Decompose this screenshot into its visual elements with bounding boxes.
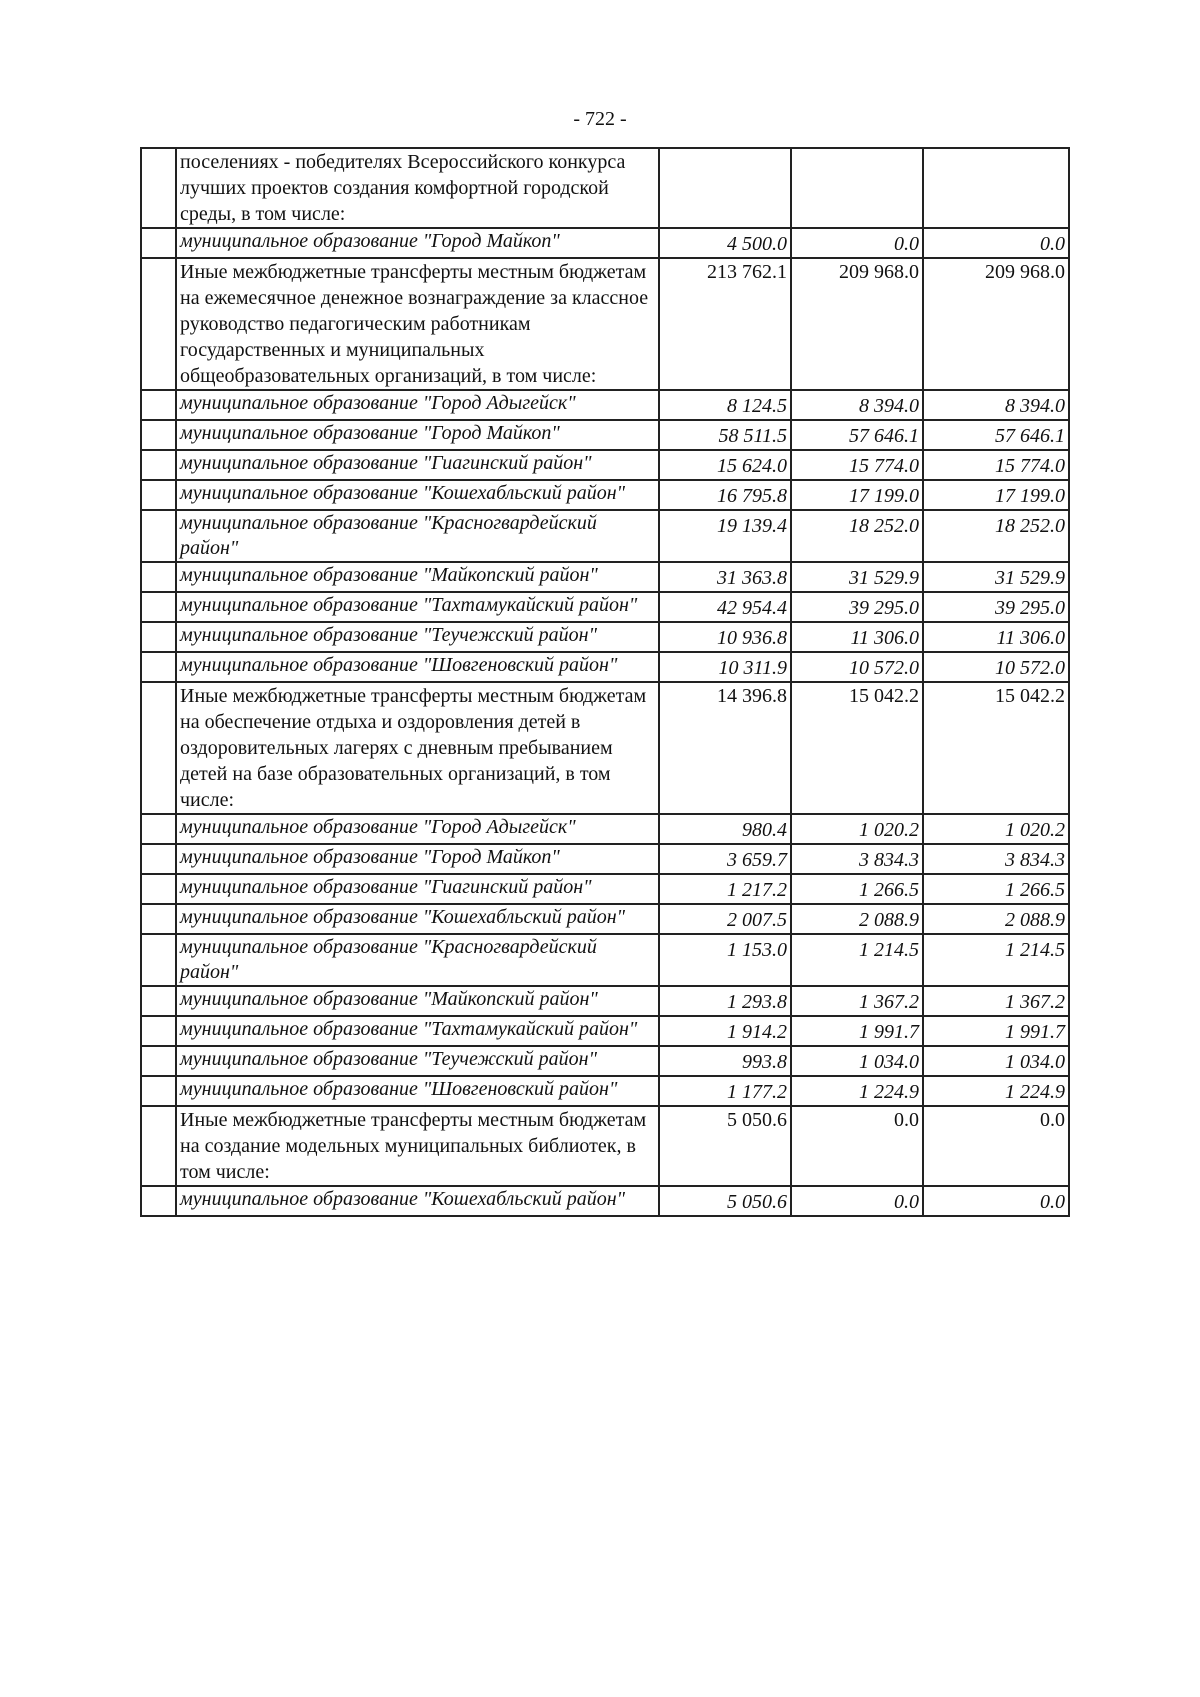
table-row bbox=[141, 562, 1069, 592]
row-number-cell bbox=[141, 450, 176, 480]
row-value-1: 993.8 bbox=[659, 1046, 791, 1076]
table-row bbox=[141, 148, 1069, 228]
row-value-2: 57 646.1 bbox=[791, 420, 923, 450]
row-value-2: 1 020.2 bbox=[791, 814, 923, 844]
row-description: Иные межбюджетные трансферты местным бюджетам на ежемесячное денежное вознаграждение за классное руководство педагогическим работникам государственных и муниципальных общеобразовательных организаций, в том числе: bbox=[176, 258, 659, 390]
row-description: поселениях - победителях Всероссийского конкурса лучших проектов создания комфортной городской среды, в том числе: bbox=[176, 148, 659, 228]
row-value-1: 2 007.5 bbox=[659, 904, 791, 934]
row-value-2: 15 774.0 bbox=[791, 450, 923, 480]
row-number-cell bbox=[141, 510, 176, 562]
table-row bbox=[141, 450, 1069, 480]
row-value-1 bbox=[659, 148, 791, 228]
row-value-1: 1 217.2 bbox=[659, 874, 791, 904]
row-value-2: 2 088.9 bbox=[791, 904, 923, 934]
row-value-3: 1 224.9 bbox=[923, 1076, 1069, 1106]
row-value-1: 15 624.0 bbox=[659, 450, 791, 480]
row-value-3: 10 572.0 bbox=[923, 652, 1069, 682]
row-value-2: 17 199.0 bbox=[791, 480, 923, 510]
table-body bbox=[141, 148, 1069, 1216]
row-value-2: 1 034.0 bbox=[791, 1046, 923, 1076]
row-value-2: 1 367.2 bbox=[791, 986, 923, 1016]
row-description: муниципальное образование "Город Майкоп" bbox=[176, 420, 659, 450]
row-value-1: 5 050.6 bbox=[659, 1186, 791, 1216]
row-number-cell bbox=[141, 148, 176, 228]
row-value-3: 2 088.9 bbox=[923, 904, 1069, 934]
row-value-3: 31 529.9 bbox=[923, 562, 1069, 592]
table-row bbox=[141, 480, 1069, 510]
row-description: муниципальное образование "Город Майкоп" bbox=[176, 228, 659, 258]
table-row bbox=[141, 874, 1069, 904]
row-number-cell bbox=[141, 934, 176, 986]
row-number-cell bbox=[141, 904, 176, 934]
row-number-cell bbox=[141, 1076, 176, 1106]
row-value-2: 0.0 bbox=[791, 1106, 923, 1186]
row-value-2: 1 266.5 bbox=[791, 874, 923, 904]
row-value-1: 10 311.9 bbox=[659, 652, 791, 682]
row-number-cell bbox=[141, 562, 176, 592]
row-value-2: 15 042.2 bbox=[791, 682, 923, 814]
table-row bbox=[141, 228, 1069, 258]
table-row bbox=[141, 814, 1069, 844]
row-value-3: 17 199.0 bbox=[923, 480, 1069, 510]
row-value-2: 31 529.9 bbox=[791, 562, 923, 592]
row-value-2: 8 394.0 bbox=[791, 390, 923, 420]
table-row bbox=[141, 934, 1069, 986]
row-value-1: 980.4 bbox=[659, 814, 791, 844]
row-number-cell bbox=[141, 622, 176, 652]
row-value-3: 0.0 bbox=[923, 1106, 1069, 1186]
table-row bbox=[141, 1186, 1069, 1216]
table-row bbox=[141, 622, 1069, 652]
row-value-1: 213 762.1 bbox=[659, 258, 791, 390]
row-value-2: 18 252.0 bbox=[791, 510, 923, 562]
row-number-cell bbox=[141, 1106, 176, 1186]
row-value-1: 1 177.2 bbox=[659, 1076, 791, 1106]
row-value-1: 42 954.4 bbox=[659, 592, 791, 622]
row-value-2: 1 991.7 bbox=[791, 1016, 923, 1046]
row-value-3: 0.0 bbox=[923, 228, 1069, 258]
row-description: муниципальное образование "Тахтамукайский район" bbox=[176, 592, 659, 622]
row-description: Иные межбюджетные трансферты местным бюджетам на создание модельных муниципальных библиотек, в том числе: bbox=[176, 1106, 659, 1186]
row-value-1: 5 050.6 bbox=[659, 1106, 791, 1186]
row-value-2: 209 968.0 bbox=[791, 258, 923, 390]
table-row bbox=[141, 1076, 1069, 1106]
row-value-1: 16 795.8 bbox=[659, 480, 791, 510]
table-row bbox=[141, 258, 1069, 390]
table-row bbox=[141, 844, 1069, 874]
table-row bbox=[141, 986, 1069, 1016]
row-value-1: 58 511.5 bbox=[659, 420, 791, 450]
row-description: Иные межбюджетные трансферты местным бюджетам на обеспечение отдыха и оздоровления детей в оздоровительных лагерях с дневным пребыванием детей на базе образовательных организаций, в том числе: bbox=[176, 682, 659, 814]
table-row bbox=[141, 682, 1069, 814]
row-value-3 bbox=[923, 148, 1069, 228]
row-value-2: 11 306.0 bbox=[791, 622, 923, 652]
row-value-1: 8 124.5 bbox=[659, 390, 791, 420]
table-row bbox=[141, 510, 1069, 562]
row-value-2: 39 295.0 bbox=[791, 592, 923, 622]
row-value-3: 39 295.0 bbox=[923, 592, 1069, 622]
row-description: муниципальное образование "Тахтамукайский район" bbox=[176, 1016, 659, 1046]
row-description: муниципальное образование "Город Майкоп" bbox=[176, 844, 659, 874]
row-value-3: 11 306.0 bbox=[923, 622, 1069, 652]
row-value-2: 10 572.0 bbox=[791, 652, 923, 682]
row-value-1: 31 363.8 bbox=[659, 562, 791, 592]
row-value-3: 1 266.5 bbox=[923, 874, 1069, 904]
row-value-3: 8 394.0 bbox=[923, 390, 1069, 420]
table-row bbox=[141, 652, 1069, 682]
row-value-1: 3 659.7 bbox=[659, 844, 791, 874]
row-description: муниципальное образование "Кошехабльский район" bbox=[176, 904, 659, 934]
row-description: муниципальное образование "Майкопский район" bbox=[176, 986, 659, 1016]
row-number-cell bbox=[141, 1046, 176, 1076]
row-value-2: 0.0 bbox=[791, 1186, 923, 1216]
budget-table bbox=[140, 147, 1070, 1217]
row-value-2: 1 224.9 bbox=[791, 1076, 923, 1106]
row-description: муниципальное образование "Шовгеновский район" bbox=[176, 1076, 659, 1106]
row-number-cell bbox=[141, 390, 176, 420]
row-number-cell bbox=[141, 652, 176, 682]
table-row bbox=[141, 390, 1069, 420]
row-description: муниципальное образование "Кошехабльский район" bbox=[176, 480, 659, 510]
table-row bbox=[141, 904, 1069, 934]
row-value-1: 10 936.8 bbox=[659, 622, 791, 652]
row-value-3: 15 042.2 bbox=[923, 682, 1069, 814]
row-number-cell bbox=[141, 814, 176, 844]
row-number-cell bbox=[141, 258, 176, 390]
row-description: муниципальное образование "Гиагинский район" bbox=[176, 874, 659, 904]
row-description: муниципальное образование "Красногвардейский район" bbox=[176, 934, 659, 986]
row-number-cell bbox=[141, 682, 176, 814]
row-number-cell bbox=[141, 986, 176, 1016]
row-description: муниципальное образование "Город Адыгейск" bbox=[176, 814, 659, 844]
row-value-3: 209 968.0 bbox=[923, 258, 1069, 390]
row-value-1: 19 139.4 bbox=[659, 510, 791, 562]
row-description: муниципальное образование "Шовгеновский район" bbox=[176, 652, 659, 682]
row-number-cell bbox=[141, 592, 176, 622]
row-number-cell bbox=[141, 1186, 176, 1216]
row-description: муниципальное образование "Город Адыгейск" bbox=[176, 390, 659, 420]
row-description: муниципальное образование "Красногвардейский район" bbox=[176, 510, 659, 562]
row-value-3: 3 834.3 bbox=[923, 844, 1069, 874]
row-description: муниципальное образование "Теучежский район" bbox=[176, 1046, 659, 1076]
row-value-3: 57 646.1 bbox=[923, 420, 1069, 450]
row-value-2: 0.0 bbox=[791, 228, 923, 258]
row-value-1: 1 153.0 bbox=[659, 934, 791, 986]
row-value-3: 0.0 bbox=[923, 1186, 1069, 1216]
row-number-cell bbox=[141, 844, 176, 874]
table-row bbox=[141, 1106, 1069, 1186]
row-value-1: 1 293.8 bbox=[659, 986, 791, 1016]
row-number-cell bbox=[141, 874, 176, 904]
row-number-cell bbox=[141, 480, 176, 510]
row-value-3: 1 020.2 bbox=[923, 814, 1069, 844]
row-value-2: 1 214.5 bbox=[791, 934, 923, 986]
row-value-1: 1 914.2 bbox=[659, 1016, 791, 1046]
row-value-3: 1 367.2 bbox=[923, 986, 1069, 1016]
row-description: муниципальное образование "Гиагинский район" bbox=[176, 450, 659, 480]
row-value-3: 18 252.0 bbox=[923, 510, 1069, 562]
row-value-2 bbox=[791, 148, 923, 228]
row-value-3: 1 991.7 bbox=[923, 1016, 1069, 1046]
row-number-cell bbox=[141, 1016, 176, 1046]
row-value-1: 14 396.8 bbox=[659, 682, 791, 814]
row-description: муниципальное образование "Кошехабльский район" bbox=[176, 1186, 659, 1216]
row-value-2: 3 834.3 bbox=[791, 844, 923, 874]
table-row bbox=[141, 592, 1069, 622]
table-row bbox=[141, 1046, 1069, 1076]
page-number: - 722 - bbox=[573, 108, 627, 130]
row-value-3: 1 034.0 bbox=[923, 1046, 1069, 1076]
row-value-3: 15 774.0 bbox=[923, 450, 1069, 480]
row-number-cell bbox=[141, 420, 176, 450]
row-description: муниципальное образование "Майкопский район" bbox=[176, 562, 659, 592]
row-description: муниципальное образование "Теучежский район" bbox=[176, 622, 659, 652]
row-value-3: 1 214.5 bbox=[923, 934, 1069, 986]
table-row bbox=[141, 420, 1069, 450]
table-row bbox=[141, 1016, 1069, 1046]
row-value-1: 4 500.0 bbox=[659, 228, 791, 258]
row-number-cell bbox=[141, 228, 176, 258]
